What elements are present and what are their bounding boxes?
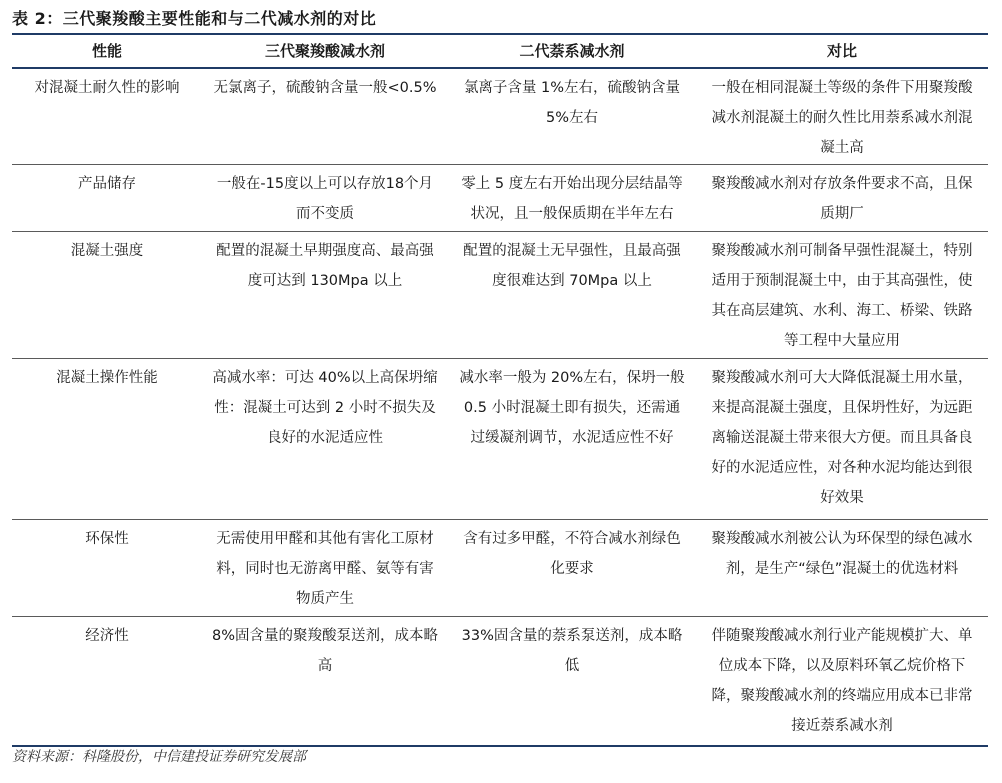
table-row [12,69,988,165]
table-cell: 一般在相同混凝土等级的条件下用聚羧酸减水剂混凝土的耐久性比用萘系减水剂混凝土高 [711,80,973,156]
table-cell: 聚羧酸减水剂可大大降低混凝土用水量，来提高混凝土强度，且保坍性好，为远距离输送混凝土带来很大方便。而且具备良好的水泥适应性，对各种水泥均能达到很好效果 [711,370,973,506]
table-cell: 高减水率：可达 40%以上高保坍缩性：混凝土可达到 2 小时不损失及良好的水泥适应性 [212,370,438,446]
table-row [12,520,988,617]
table-cell: 含有过多甲醛，不符合减水剂绿色化要求 [463,531,681,577]
table-cell: 混凝土操作性能 [56,370,158,386]
table-row [12,359,988,520]
table-cell: 配置的混凝土早期强度高、最高强度可达到 130Mpa 以上 [216,243,434,289]
header-cell: 对比 [826,42,857,60]
table-cell: 产品储存 [78,176,136,192]
comparison-table [12,33,988,747]
table-cell: 无氯离子，硫酸钠含量一般<0.5% [213,80,437,96]
table-cell: 配置的混凝土无早强性，且最高强度很难达到 70Mpa 以上 [463,243,681,289]
table-cell: 经济性 [85,628,129,644]
table-caption: 表 2：三代聚羧酸主要性能和与二代减水剂的对比 [12,9,377,28]
table-cell: 伴随聚羧酸减水剂行业产能规模扩大、单位成本下降，以及原料环氧乙烷价格下降，聚羧酸减水剂的终端应用成本已非常接近萘系减水剂 [711,628,973,734]
header-cell: 性能 [91,42,122,60]
header-cell: 三代聚羧酸减水剂 [264,42,385,60]
table-cell: 聚羧酸减水剂对存放条件要求不高，且保质期厂 [711,176,973,222]
table-cell: 一般在-15度以上可以存放18个月而不变质 [216,176,434,222]
table-row [12,232,988,359]
table-cell: 零上 5 度左右开始出现分层结晶等状况，且一般保质期在半年左右 [461,176,683,222]
table-cell: 33%固含量的萘系泵送剂，成本略低 [461,628,683,674]
table-cell: 8%固含量的聚羧酸泵送剂，成本略高 [212,628,439,674]
table-header-row [12,35,988,69]
header-cell: 二代萘系减水剂 [519,42,625,60]
table-cell: 减水率一般为 20%左右，保坍一般0.5 小时混凝土即有损失，还需通过缓凝剂调节，水泥适应性不好 [459,370,685,446]
table-cell: 混凝土强度 [70,243,144,259]
table-cell: 对混凝土耐久性的影响 [34,80,180,96]
table-cell: 无需使用甲醛和其他有害化工原材料，同时也无游离甲醛、氨等有害物质产生 [216,531,434,607]
table-row [12,165,988,232]
table-cell: 聚羧酸减水剂被公认为环保型的绿色减水剂，是生产“绿色”混凝土的优选材料 [711,531,973,577]
table-cell: 氯离子含量 1%左右，硫酸钠含量5%左右 [463,80,681,126]
table-cell: 环保性 [85,531,129,547]
table-row [12,617,988,745]
table-cell: 聚羧酸减水剂可制备早强性混凝土，特别适用于预制混凝土中，由于其高强性，使其在高层建筑、水利、海工、桥梁、铁路等工程中大量应用 [711,243,973,349]
source-note: 资料来源：科隆股份，中信建投证券研究发展部 [12,749,306,765]
